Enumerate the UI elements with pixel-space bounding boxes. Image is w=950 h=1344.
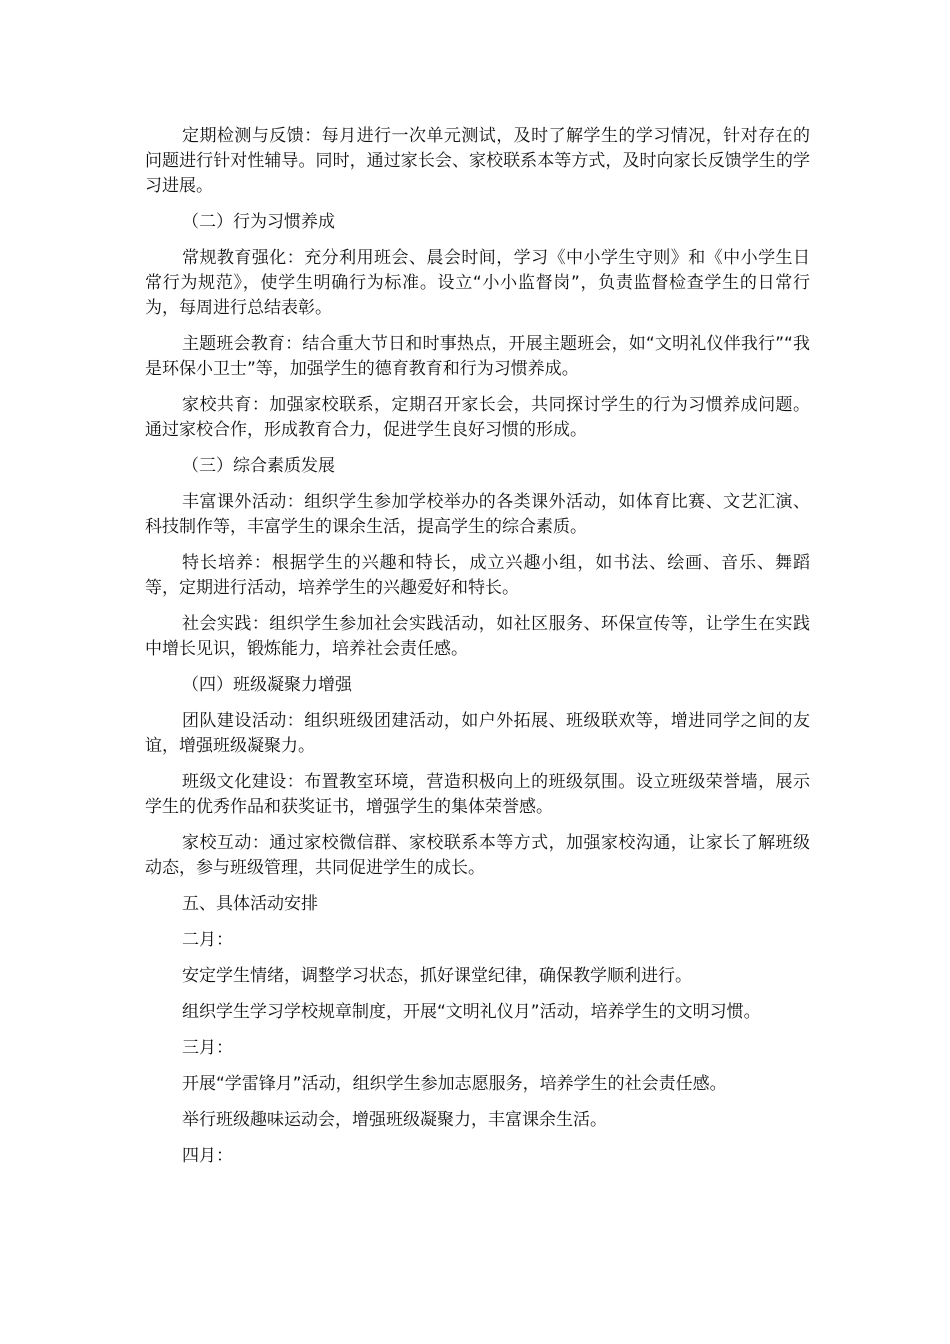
paragraph-home-school-education: 家校共育：加强家校联系，定期召开家长会，共同探讨学生的行为习惯养成问题。通过家校合作，形成教育合力，促进学生良好习惯的形成。 <box>145 395 810 440</box>
paragraph-talent-training: 特长培养：根据学生的兴趣和特长，成立兴趣小组，如书法、绘画、音乐、舞蹈等，定期进行活动，培养学生的兴趣爱好和特长。 <box>145 553 810 598</box>
paragraph-extracurricular: 丰富课外活动：组织学生参加学校举办的各类课外活动，如体育比赛、文艺汇演、科技制作等，丰富学生的课余生活，提高学生的综合素质。 <box>145 492 810 537</box>
paragraph-march-2: 举行班级趣味运动会，增强班级凝聚力，丰富课余生活。 <box>182 1110 607 1130</box>
month-heading-february: 二月： <box>182 930 233 950</box>
paragraph-team-building: 团队建设活动：组织班级团建活动，如户外拓展、班级联欢等，增进同学之间的友谊，增强班级凝聚力。 <box>145 711 810 756</box>
paragraph-home-school-interaction: 家校互动：通过家校微信群、家校联系本等方式，加强家校沟通，让家长了解班级动态，参与班级管理，共同促进学生的成长。 <box>145 833 810 878</box>
paragraph-february-1: 安定学生情绪，调整学习状态，抓好课堂纪律，确保教学顺利进行。 <box>182 966 692 986</box>
paragraph-social-practice: 社会实践：组织学生参加社会实践活动，如社区服务、环保宣传等，让学生在实践中增长见识，锻炼能力，培养社会责任感。 <box>145 614 810 659</box>
paragraph-class-culture: 班级文化建设：布置教室环境，营造积极向上的班级氛围。设立班级荣誉墙，展示学生的优秀作品和获奖证书，增强学生的集体荣誉感。 <box>145 772 810 817</box>
paragraph-march-1: 开展“学雷锋月”活动，组织学生参加志愿服务，培养学生的社会责任感。 <box>182 1074 727 1094</box>
paragraph-theme-class-meeting: 主题班会教育：结合重大节日和时事热点，开展主题班会，如“文明礼仪伴我行”“我是环保小卫士”等，加强学生的德育教育和行为习惯养成。 <box>145 334 810 379</box>
section-heading-class-cohesion: （四）班级凝聚力增强 <box>182 675 352 695</box>
paragraph-periodic-testing: 定期检测与反馈：每月进行一次单元测试，及时了解学生的学习情况，针对存在的问题进行针对性辅导。同时，通过家长会、家校联系本等方式，及时向家长反馈学生的学习进展。 <box>145 126 810 196</box>
document-body <box>145 124 810 1169</box>
paragraph-routine-education: 常规教育强化：充分利用班会、晨会时间，学习《中小学生守则》和《中小学生日常行为规范》，使学生明确行为标准。设立“小小监督岗”，负责监督检查学生的日常行为，每周进行总结表彰。 <box>145 248 810 318</box>
month-heading-march: 三月： <box>182 1038 233 1058</box>
section-heading-comprehensive-quality: （三）综合素质发展 <box>182 456 335 476</box>
section-heading-behavior-habits: （二）行为习惯养成 <box>182 212 335 232</box>
paragraph-february-2: 组织学生学习学校规章制度，开展“文明礼仪月”活动，培养学生的文明习惯。 <box>182 1002 761 1022</box>
section-heading-activity-schedule: 五、具体活动安排 <box>182 894 318 914</box>
month-heading-april: 四月： <box>182 1146 233 1166</box>
